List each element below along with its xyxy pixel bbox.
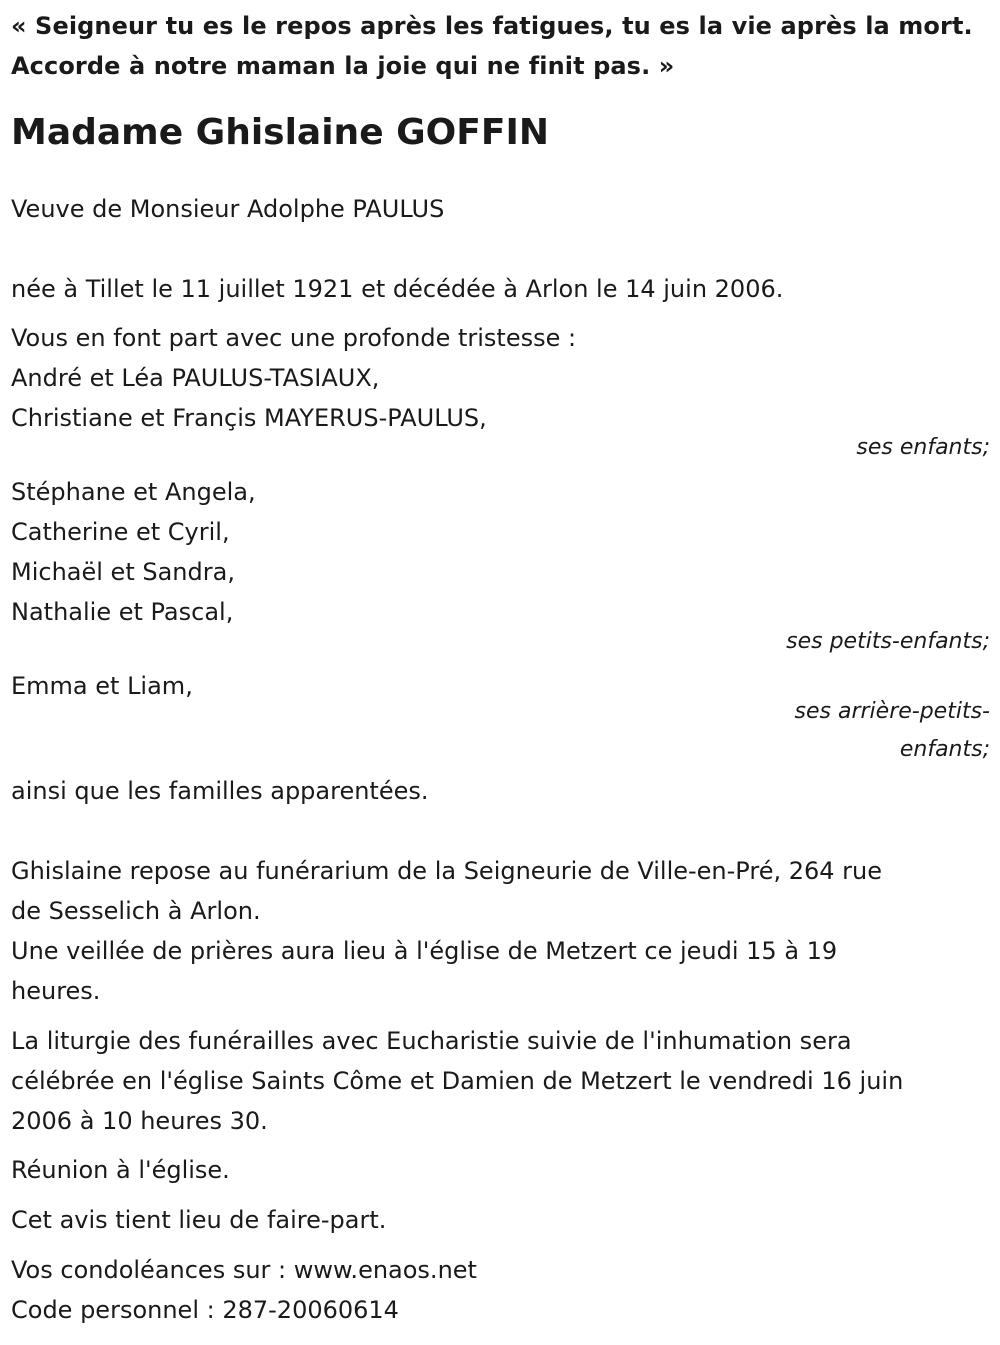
deceased-name: Madame Ghislaine GOFFIN: [11, 112, 549, 153]
children-list: [11, 358, 990, 438]
list-item: Emma et Liam,: [11, 672, 193, 700]
list-item: Catherine et Cyril,: [11, 518, 230, 546]
families-line: ainsi que les familles apparentées.: [11, 777, 429, 805]
liturgy-line-1: La liturgie des funérailles avec Eucharistie suivie de l'inhumation sera: [11, 1027, 852, 1055]
list-item: Michaël et Sandra,: [11, 558, 235, 586]
condolences-line: Vos condoléances sur : www.enaos.net: [11, 1256, 477, 1284]
liturgy-line-3: 2006 à 10 heures 30.: [11, 1107, 268, 1135]
list-item: Stéphane et Angela,: [11, 478, 256, 506]
birth-death: née à Tillet le 11 juillet 1921 et décédée à Arlon le 14 juin 2006.: [11, 275, 784, 303]
vigil-line-1: Une veillée de prières aura lieu à l'église de Metzert ce jeudi 15 à 19: [11, 937, 838, 965]
great-grandchildren-label-line-2: enfants;: [899, 737, 990, 762]
widow-of: Veuve de Monsieur Adolphe PAULUS: [11, 195, 445, 223]
list-item: Christiane et Françis MAYERUS-PAULUS,: [11, 404, 487, 432]
children-label: ses enfants;: [856, 435, 990, 460]
notice-line: Cet avis tient lieu de faire-part.: [11, 1206, 387, 1234]
announcement-intro: Vous en font part avec une profonde tristesse :: [11, 324, 577, 352]
grandchildren-label: ses petits-enfants;: [786, 629, 990, 654]
quote-line-1: « Seigneur tu es le repos après les fatigues, tu es la vie après la mort.: [11, 12, 973, 40]
grandchildren-list: [11, 472, 990, 632]
list-item: André et Léa PAULUS-TASIAUX,: [11, 364, 380, 392]
personal-code-line: Code personnel : 287-20060614: [11, 1296, 399, 1324]
great-grandchildren-label-line-1: ses arrière-petits-: [794, 699, 990, 724]
liturgy-line-2: célébrée en l'église Saints Côme et Damien de Metzert le vendredi 16 juin: [11, 1067, 904, 1095]
rest-place-line-1: Ghislaine repose au funérarium de la Seigneurie de Ville-en-Pré, 264 rue: [11, 857, 882, 885]
reunion-line: Réunion à l'église.: [11, 1156, 230, 1184]
rest-place-line-2: de Sesselich à Arlon.: [11, 897, 261, 925]
quote-line-2: Accorde à notre maman la joie qui ne finit pas. »: [11, 52, 675, 80]
list-item: Nathalie et Pascal,: [11, 598, 234, 626]
vigil-line-2: heures.: [11, 977, 101, 1005]
